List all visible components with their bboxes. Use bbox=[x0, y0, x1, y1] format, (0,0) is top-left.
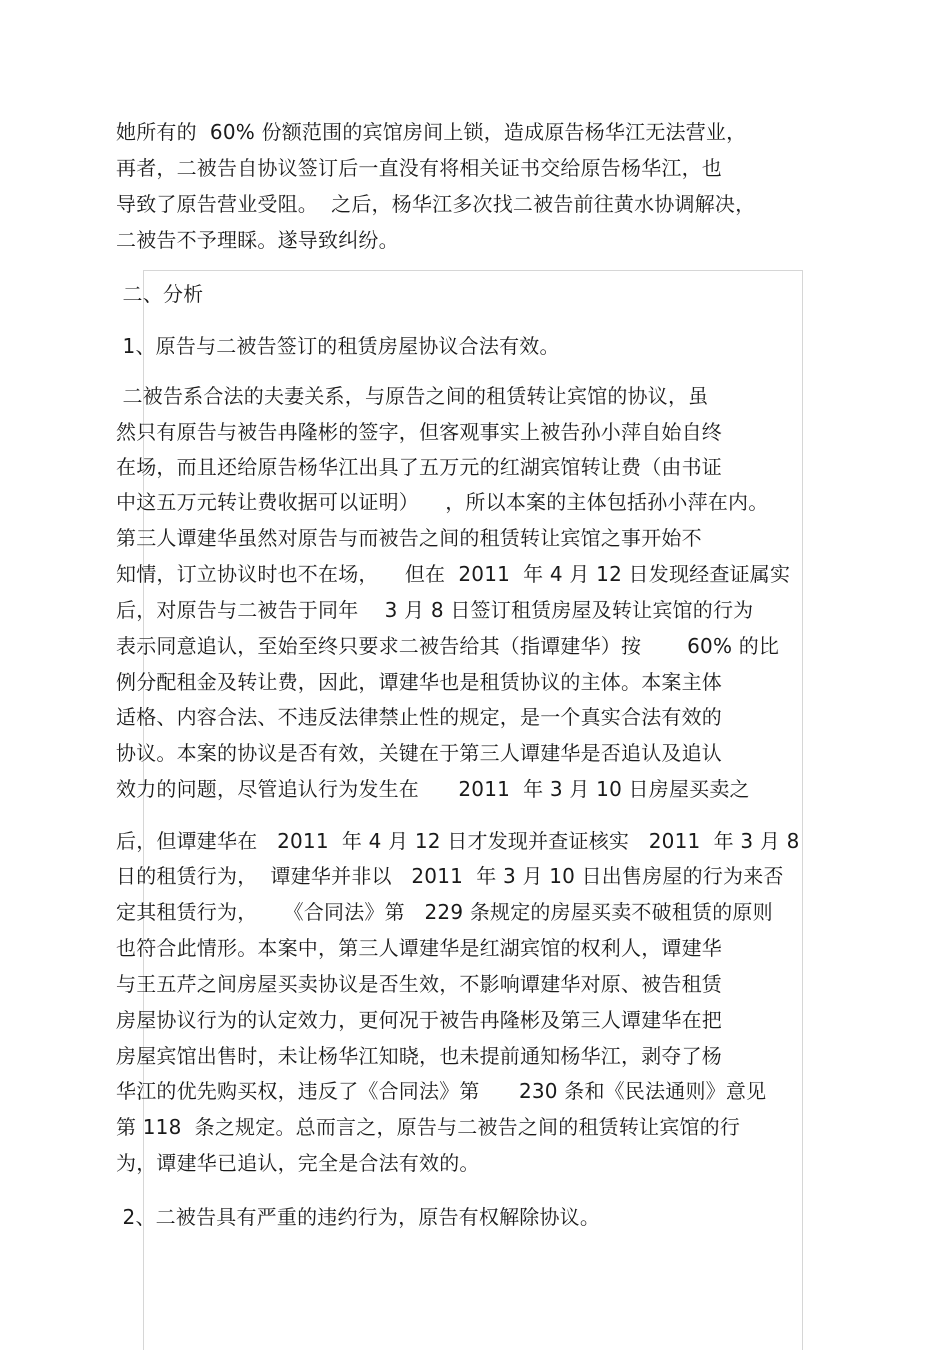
text-line: 再者，二被告自协议签订后一直没有将相关证书交给原告杨华江，也 bbox=[116, 156, 722, 180]
text-line: 后，对原告与二被告于同年 3 月 8 日签订租赁房屋及转让宾馆的行为 bbox=[116, 598, 754, 622]
text-line: 导致了原告营业受阻。 之后，杨华江多次找二被告前往黄水协调解决， bbox=[116, 192, 756, 216]
text-line: 然只有原告与被告冉隆彬的签字，但客观事实上被告孙小萍自始自终 bbox=[116, 420, 722, 444]
text-line: 也符合此情形。本案中，第三人谭建华是红湖宾馆的权利人，谭建华 bbox=[116, 936, 722, 960]
text-line: 例分配租金及转让费，因此，谭建华也是租赁协议的主体。本案主体 bbox=[116, 670, 722, 694]
text-line: 她所有的 60% 份额范围的宾馆房间上锁，造成原告杨华江无法营业， bbox=[116, 120, 747, 144]
subsection-heading: 2、二被告具有严重的违约行为，原告有权解除协议。 bbox=[116, 1205, 601, 1229]
subsection-heading: 1、原告与二被告签订的租赁房屋协议合法有效。 bbox=[116, 334, 560, 358]
text-line: 与王五芹之间房屋买卖协议是否生效，不影响谭建华对原、被告租赁 bbox=[116, 972, 722, 996]
text-line: 在场，而且还给原告杨华江出具了五万元的红湖宾馆转让费（由书证 bbox=[116, 455, 722, 479]
text-line: 华江的优先购买权，违反了《合同法》第 230 条和《民法通则》意见 bbox=[116, 1079, 767, 1103]
text-line: 表示同意追认，至始至终只要求二被告给其（指谭建华）按 60% 的比 bbox=[116, 634, 780, 658]
text-line: 为，谭建华已追认，完全是合法有效的。 bbox=[116, 1151, 480, 1175]
text-line: 中这五万元转让费收据可以证明） ，所以本案的主体包括孙小萍在内。 bbox=[116, 490, 769, 514]
text-line: 第 118 条之规定。总而言之，原告与二被告之间的租赁转让宾馆的行 bbox=[116, 1115, 741, 1139]
text-line: 后，但谭建华在 2011 年 4 月 12 日才发现并查证核实 2011 年 3 月 8 bbox=[116, 829, 800, 853]
text-line: 知情，订立协议时也不在场， 但在 2011 年 4 月 12 日发现经查证属实 bbox=[116, 562, 791, 586]
section-heading: 二、分析 bbox=[116, 282, 204, 306]
text-line: 第三人谭建华虽然对原告与而被告之间的租赁转让宾馆之事开始不 bbox=[116, 526, 702, 550]
text-line: 房屋宾馆出售时，未让杨华江知晓，也未提前通知杨华江，剥夺了杨 bbox=[116, 1044, 722, 1068]
text-line: 二被告不予理睬。遂导致纠纷。 bbox=[116, 228, 399, 252]
text-line: 二被告系合法的夫妻关系，与原告之间的租赁转让宾馆的协议，虽 bbox=[116, 384, 709, 408]
text-line: 日的租赁行为， 谭建华并非以 2011 年 3 月 10 日出售房屋的行为来否 bbox=[116, 864, 784, 888]
text-line: 协议。本案的协议是否有效，关键在于第三人谭建华是否追认及追认 bbox=[116, 741, 722, 765]
text-line: 效力的问题，尽管追认行为发生在 2011 年 3 月 10 日房屋买卖之 bbox=[116, 777, 750, 801]
text-line: 房屋协议行为的认定效力，更何况于被告冉隆彬及第三人谭建华在把 bbox=[116, 1008, 722, 1032]
text-line: 适格、内容合法、不违反法律禁止性的规定，是一个真实合法有效的 bbox=[116, 705, 722, 729]
text-line: 定其租赁行为， 《合同法》第 229 条规定的房屋买卖不破租赁的原则 bbox=[116, 900, 773, 924]
